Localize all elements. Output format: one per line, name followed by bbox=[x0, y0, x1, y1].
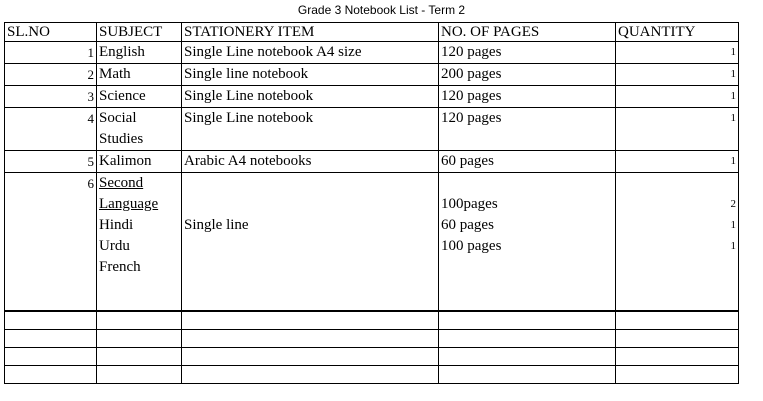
item-cell: Single Line notebook bbox=[182, 108, 439, 151]
row-number: 6 bbox=[5, 173, 97, 312]
item-cell: Arabic A4 notebooks bbox=[182, 151, 439, 173]
pages-cell: 120 pages bbox=[439, 42, 616, 64]
header-item: STATIONERY ITEM bbox=[182, 23, 439, 42]
empty-cell bbox=[439, 348, 616, 366]
subject-cell: English bbox=[97, 42, 182, 64]
empty-cell bbox=[182, 348, 439, 366]
subject-cell: Math bbox=[97, 64, 182, 86]
header-quantity: QUANTITY bbox=[616, 23, 739, 42]
item-cell: Single Line notebook bbox=[182, 86, 439, 108]
empty-cell bbox=[616, 311, 739, 330]
subject-heading: Language bbox=[99, 196, 159, 212]
subject-cell bbox=[97, 108, 182, 151]
subject-heading: Second bbox=[99, 175, 144, 191]
item-cell bbox=[182, 173, 439, 312]
row-number: 4 bbox=[5, 108, 97, 151]
pages-cell: 120 pages bbox=[439, 86, 616, 108]
table-row bbox=[5, 173, 739, 312]
empty-cell bbox=[5, 366, 97, 384]
empty-cell bbox=[182, 311, 439, 330]
subject-cell: Kalimon bbox=[97, 151, 182, 173]
empty-cell bbox=[616, 330, 739, 348]
table-row bbox=[5, 151, 739, 173]
subject-line: Social bbox=[99, 110, 137, 126]
pages-item: 100pages bbox=[441, 196, 498, 212]
page-title: Grade 3 Notebook List - Term 2 bbox=[297, 3, 466, 17]
pages-cell: 60 pages bbox=[439, 151, 616, 173]
empty-row bbox=[5, 348, 739, 366]
pages-cell bbox=[439, 173, 616, 312]
pages-cell: 200 pages bbox=[439, 64, 616, 86]
empty-cell bbox=[439, 330, 616, 348]
quantity-cell: 1 bbox=[616, 42, 739, 64]
empty-cell bbox=[5, 311, 97, 330]
row-number: 1 bbox=[5, 42, 97, 64]
item-text: Single line bbox=[184, 217, 249, 233]
table-row bbox=[5, 42, 739, 64]
language-item: Urdu bbox=[99, 238, 130, 254]
language-item: Hindi bbox=[99, 217, 134, 233]
empty-row bbox=[5, 311, 739, 330]
empty-cell bbox=[5, 330, 97, 348]
quantity-item: 2 bbox=[730, 198, 736, 210]
table-row bbox=[5, 86, 739, 108]
subject-cell bbox=[97, 173, 182, 312]
empty-cell bbox=[97, 348, 182, 366]
item-cell: Single line notebook bbox=[182, 64, 439, 86]
header-pages: NO. OF PAGES bbox=[439, 23, 616, 42]
empty-cell bbox=[616, 348, 739, 366]
empty-cell bbox=[182, 330, 439, 348]
row-number: 2 bbox=[5, 64, 97, 86]
row-number: 3 bbox=[5, 86, 97, 108]
pages-item: 60 pages bbox=[441, 217, 494, 233]
empty-cell bbox=[616, 366, 739, 384]
empty-row bbox=[5, 330, 739, 348]
header-subject: SUBJECT bbox=[97, 23, 182, 42]
header-row bbox=[5, 23, 739, 42]
quantity-cell: 1 bbox=[616, 151, 739, 173]
empty-cell bbox=[182, 366, 439, 384]
row-number: 5 bbox=[5, 151, 97, 173]
table-row bbox=[5, 64, 739, 86]
quantity-cell: 1 bbox=[616, 108, 739, 151]
empty-row bbox=[5, 366, 739, 384]
language-item: French bbox=[99, 259, 141, 275]
empty-cell bbox=[439, 311, 616, 330]
empty-cell bbox=[97, 366, 182, 384]
pages-cell: 120 pages bbox=[439, 108, 616, 151]
quantity-cell: 1 bbox=[616, 86, 739, 108]
quantity-cell bbox=[616, 173, 739, 312]
quantity-cell: 1 bbox=[616, 64, 739, 86]
empty-cell bbox=[97, 311, 182, 330]
subject-cell: Science bbox=[97, 86, 182, 108]
quantity-item: 1 bbox=[730, 240, 736, 252]
table-row bbox=[5, 108, 739, 151]
empty-cell bbox=[5, 348, 97, 366]
notebook-list-table bbox=[4, 22, 739, 384]
empty-cell bbox=[439, 366, 616, 384]
empty-cell bbox=[97, 330, 182, 348]
header-slno: SL.NO bbox=[5, 23, 97, 42]
quantity-item: 1 bbox=[730, 219, 736, 231]
item-cell: Single Line notebook A4 size bbox=[182, 42, 439, 64]
subject-line: Studies bbox=[99, 131, 144, 147]
pages-item: 100 pages bbox=[441, 238, 502, 254]
